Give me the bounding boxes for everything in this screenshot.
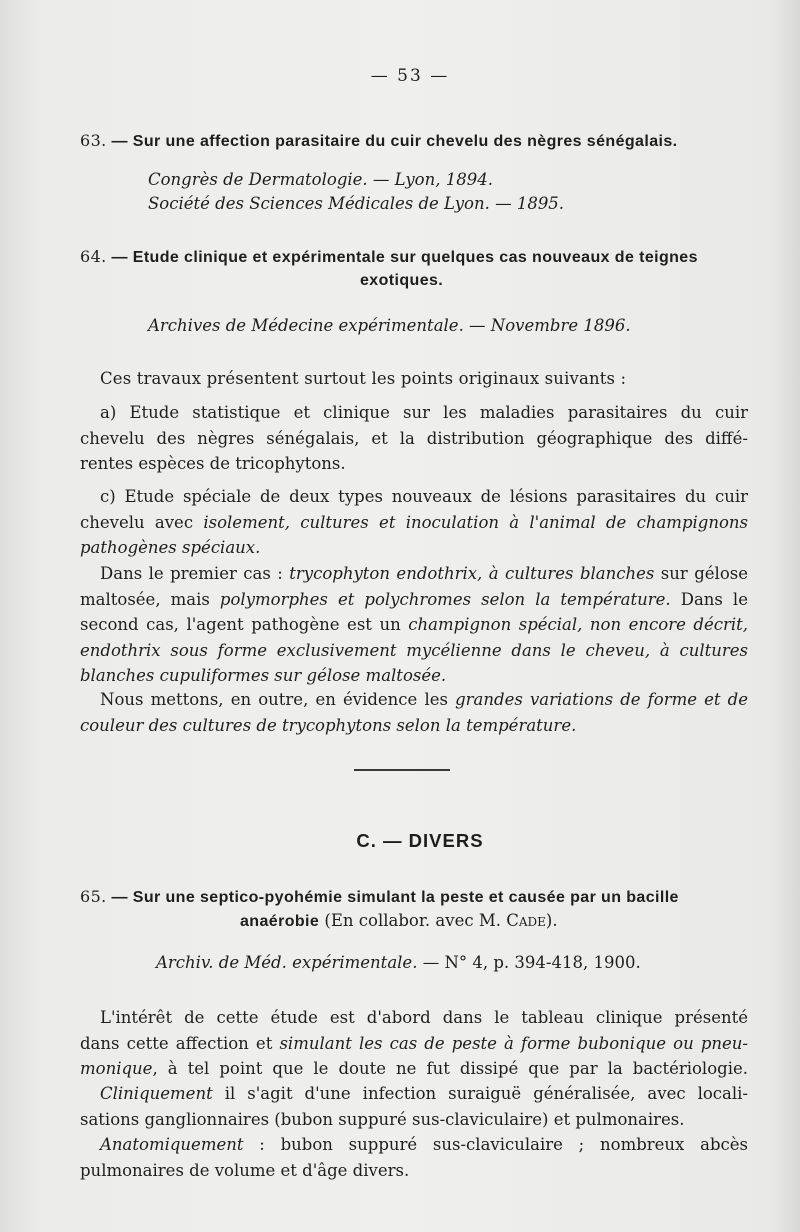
italic-span: blanches cupuliformes sur gélose maltosée.	[80, 666, 447, 686]
text-line	[80, 1056, 748, 1082]
italic-span: champignon spécial, non encore décrit,	[408, 615, 748, 635]
text-span: dans cette affection et	[80, 1033, 280, 1053]
italic-span: Cliniquement	[100, 1084, 213, 1103]
italic-span: couleur des cultures de trycophytons selon la température.	[80, 715, 577, 735]
text-span: maltosée, mais	[80, 589, 220, 609]
italic-span: polymorphes et polychromes selon la température.	[219, 589, 671, 609]
text-line	[80, 587, 748, 613]
text-line	[80, 535, 748, 561]
text-line	[80, 1031, 748, 1057]
cases-paragraph	[80, 561, 748, 689]
reference-line	[156, 953, 641, 972]
text-span: Nous mettons, en outre, en évidence les	[100, 690, 456, 709]
text-line: a) Etude statistique et clinique sur les maladies parasitaires du cuir	[100, 403, 748, 422]
text-span: ).	[545, 911, 558, 930]
italic-span: monique	[80, 1059, 153, 1079]
entry-65-title-line	[80, 887, 679, 907]
entry-title: — Sur une septico-pyohémie simulant la peste et causée par un bacille	[111, 889, 679, 906]
entry-63-title-line	[80, 131, 677, 151]
entry-title-continued: exotiques.	[360, 272, 444, 289]
text-line	[80, 713, 748, 739]
section-divider	[354, 769, 450, 771]
italic-span: trycophyton endothrix, à cultures blanches	[289, 564, 655, 583]
italic-span: endothrix sous forme exclusivement mycélienne dans le cheveu, à cultures	[80, 640, 748, 660]
italic-span: simulant les cas de peste à forme bubonique ou pneu-	[279, 1033, 748, 1053]
italic-span: isolement, cultures et inoculation à l'animal de champignons	[203, 512, 748, 532]
text-span: , à tel point que le doute ne fut dissipé que par la bactériologie.	[152, 1059, 748, 1079]
intro-paragraph: Ces travaux présentent surtout les points originaux suivants :	[100, 369, 627, 388]
bold-span: anaérobie	[240, 913, 320, 930]
text-line	[80, 612, 748, 638]
text-line	[80, 687, 748, 713]
text-span: : bubon suppuré sus-claviculaire ; nombreux abcès	[243, 1135, 748, 1154]
text-line	[80, 1081, 748, 1107]
italic-span: pathogènes spéciaux.	[80, 538, 261, 558]
text-line	[80, 561, 748, 587]
text-span: Dans le premier cas :	[100, 564, 290, 583]
entry-number: 64.	[80, 247, 107, 266]
text-line: c) Etude spéciale de deux types nouveaux de lésions parasitaires du cuir	[100, 487, 748, 506]
paragraph-clinical	[80, 1081, 748, 1132]
author-name: Cade	[506, 911, 546, 930]
paragraph-anatomical	[80, 1132, 748, 1183]
text-span: second cas, l'agent pathogène est un	[80, 615, 409, 635]
reference-line: Société des Sciences Médicales de Lyon. — 1895.	[148, 194, 565, 213]
entry-title: — Etude clinique et expérimentale sur quelques cas nouveaux de teignes	[111, 249, 698, 266]
entry-64-title-line	[80, 247, 698, 267]
italic-span: grandes variations de forme et de	[455, 690, 748, 709]
reference-line: Congrès de Dermatologie. — Lyon, 1894.	[148, 170, 493, 189]
reference-line: Archives de Médecine expérimentale. — Novembre 1896.	[148, 316, 631, 335]
text-span: sur gélose	[654, 564, 748, 583]
text-line	[80, 510, 748, 536]
conclusion-paragraph	[80, 687, 748, 738]
italic-span: Anatomiquement	[100, 1135, 244, 1154]
text-line: sations ganglionnaires (bubon suppuré sus-claviculaire) et pulmonaires.	[80, 1109, 685, 1129]
text-span: Dans le	[670, 589, 748, 609]
text-line	[80, 1132, 748, 1158]
page-number: — 53 —	[370, 66, 450, 86]
italic-span: Archiv. de Méd. expérimentale.	[156, 953, 418, 972]
text-span: (En collabor. avec M.	[319, 911, 507, 930]
text-span: chevelu avec	[80, 512, 204, 532]
text-line: pulmonaires de volume et d'âge divers.	[80, 1160, 410, 1180]
text-line: L'intérêt de cette étude est d'abord dans le tableau clinique présenté	[100, 1008, 748, 1027]
text-span: — N° 4, p. 394-418, 1900.	[417, 953, 641, 972]
entry-title: — Sur une affection parasitaire du cuir chevelu des nègres sénégalais.	[111, 133, 678, 150]
text-line: chevelu des nègres sénégalais, et la distribution géographique des diffé-	[80, 428, 748, 448]
entry-number: 63.	[80, 131, 107, 150]
section-title: C. — DIVERS	[356, 830, 484, 851]
paragraph-a	[80, 400, 748, 477]
paragraph-interest	[80, 1005, 748, 1082]
text-line: rentes espèces de tricophytons.	[80, 454, 346, 474]
text-line	[80, 638, 748, 664]
text-span: il s'agit d'une infection suraiguë généralisée, avec locali-	[212, 1084, 748, 1103]
entry-title-continued	[240, 911, 558, 931]
paragraph-c	[80, 484, 748, 561]
text-line	[80, 663, 748, 689]
entry-number: 65.	[80, 887, 107, 906]
